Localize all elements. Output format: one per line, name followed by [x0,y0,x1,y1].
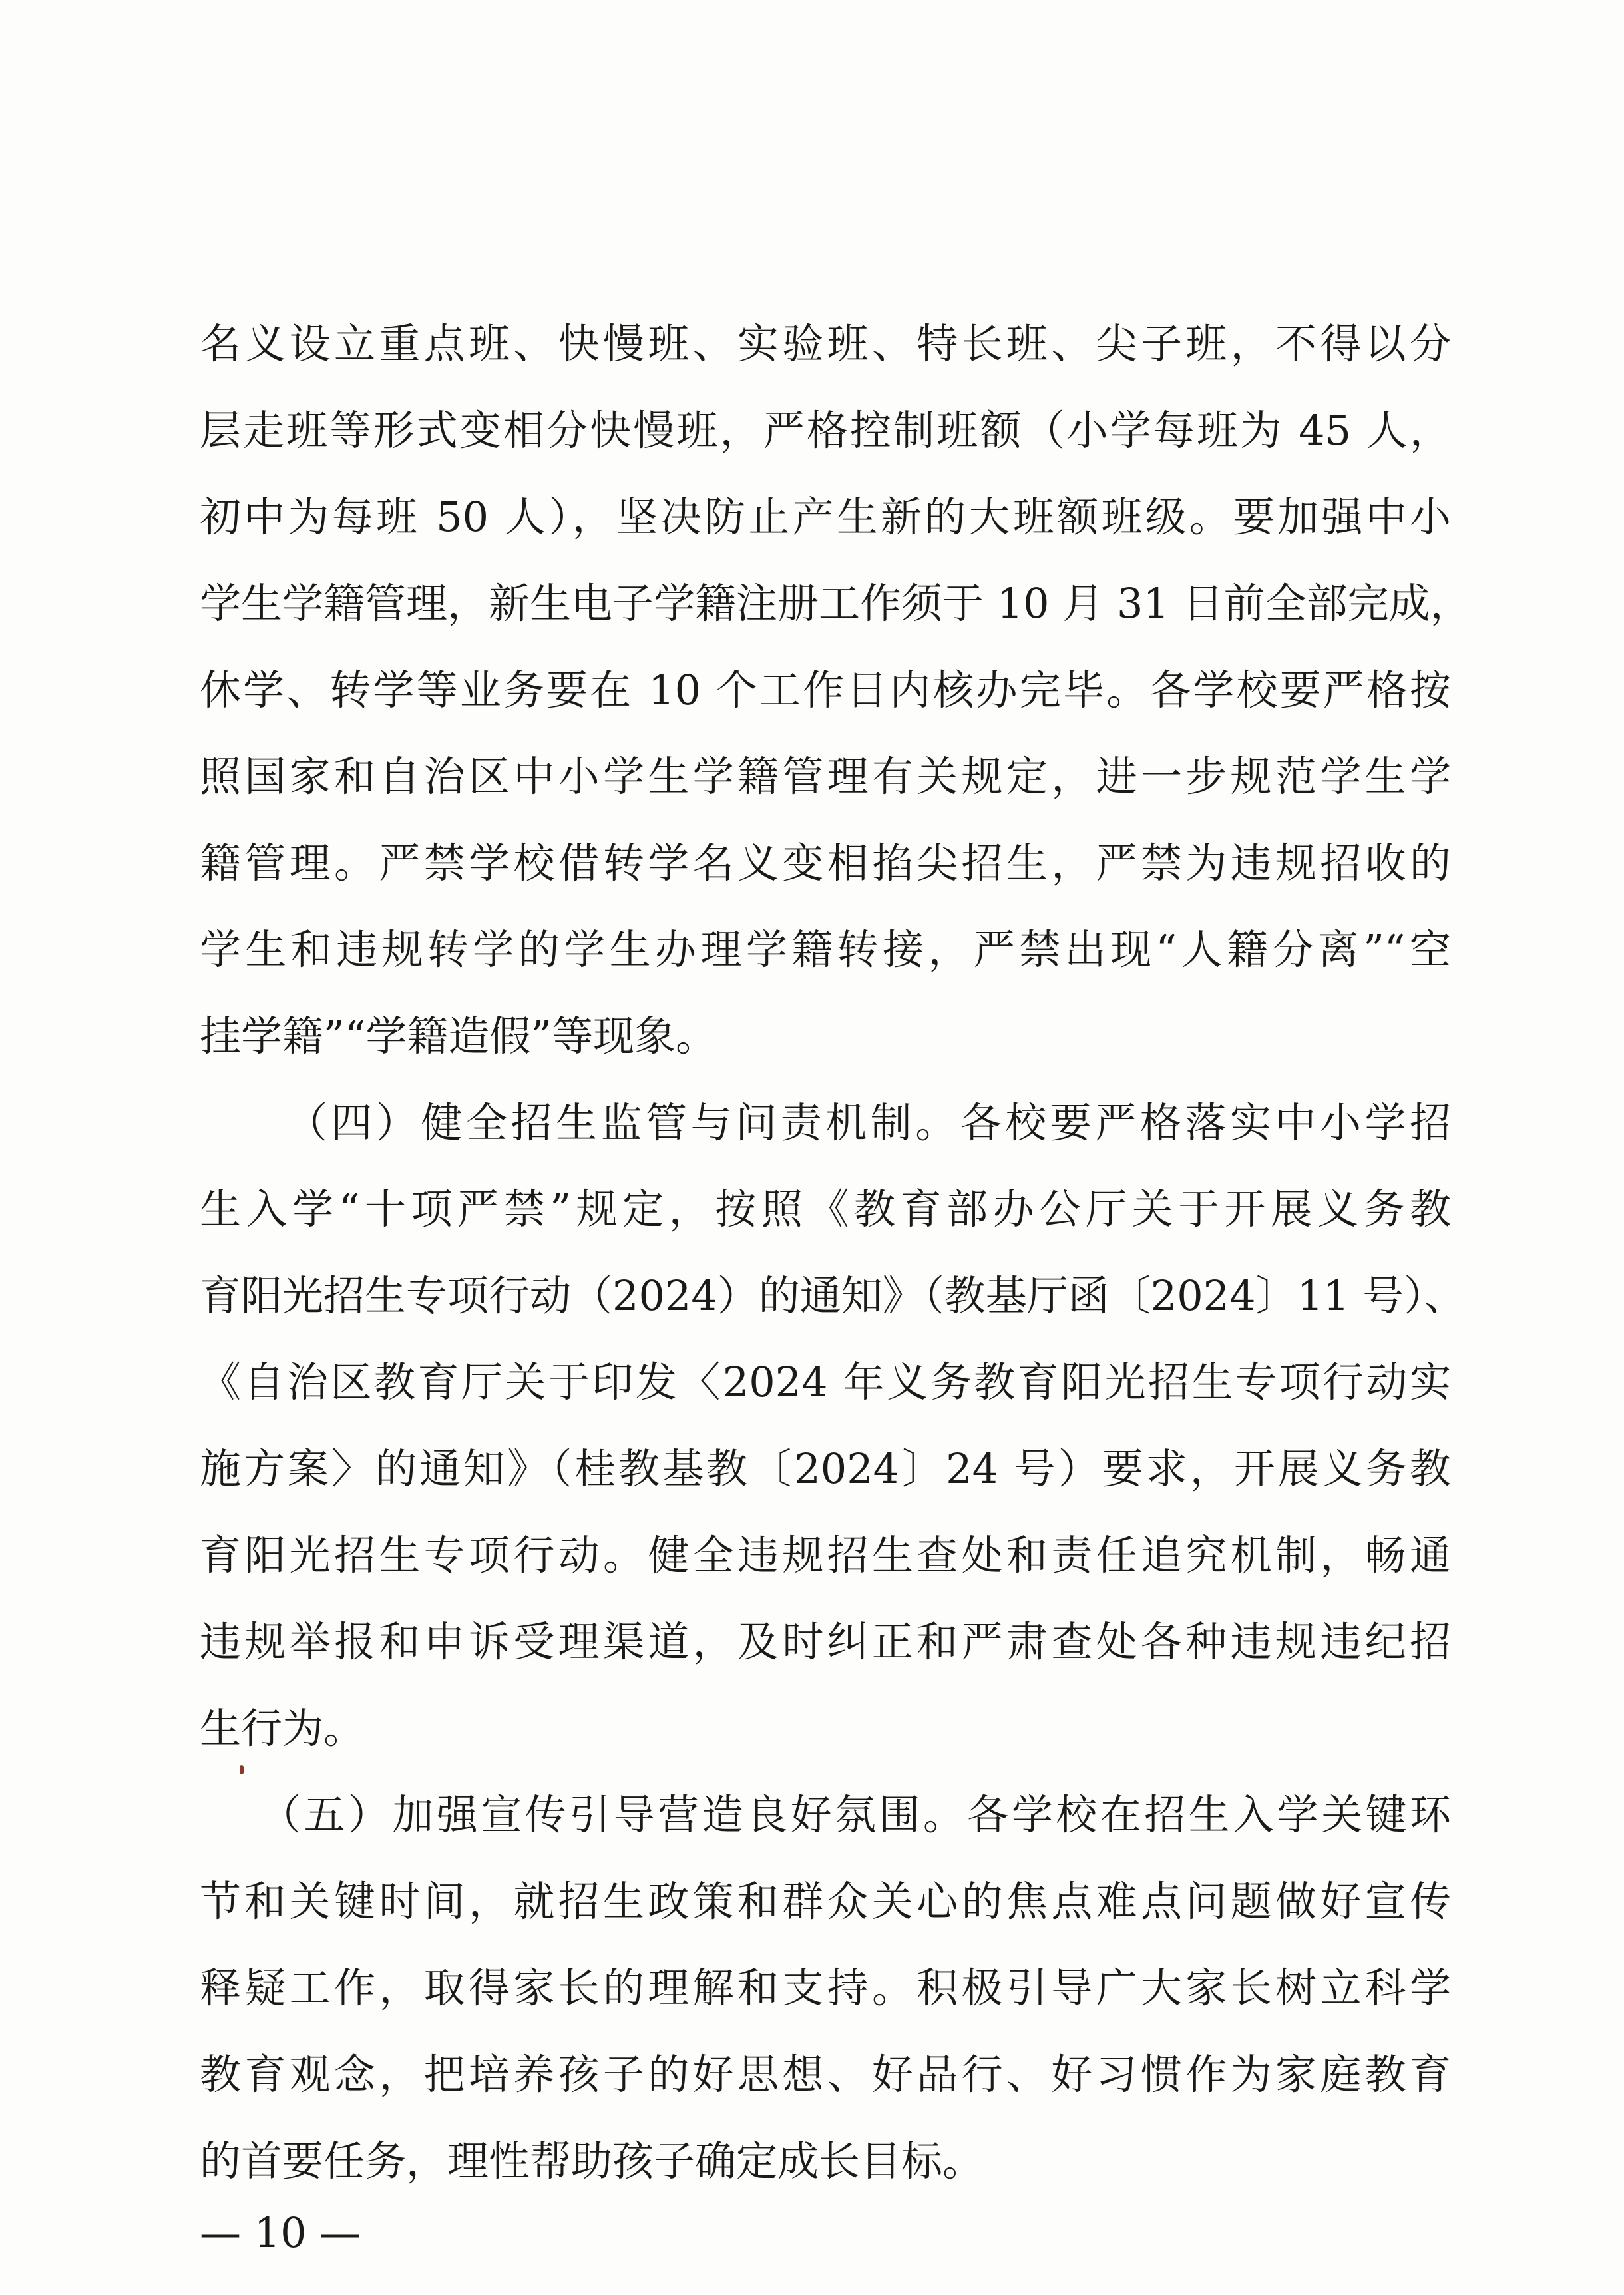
body-text-line: 施方案〉的通知》（桂教基教〔2024〕24 号）要求，开展义务教 [200,1444,1451,1493]
body-text-line: 籍管理。严禁学校借转学名义变相掐尖招生，严禁为违规招收的 [200,839,1451,887]
body-text-line: 学生和违规转学的学生办理学籍转接，严禁出现“人籍分离”“空 [200,925,1451,974]
body-text-line: 育阳光招生专项行动。健全违规招生查处和责任追究机制，畅通 [200,1531,1451,1579]
body-text-line: 照国家和自治区中小学生学籍管理有关规定，进一步规范学生学 [200,752,1451,801]
body-text-line: 学生学籍管理，新生电子学籍注册工作须于 10 月 31 日前全部完成， [200,579,1472,628]
body-text-line: 生行为。 [200,1704,365,1753]
body-text-line: 育阳光招生专项行动（2024）的通知》（教基厅函〔2024〕11 号）、 [200,1271,1466,1320]
body-text-line: 《自治区教育厅关于印发〈2024 年义务教育阳光招生专项行动实 [200,1358,1451,1406]
body-text-line: 释疑工作，取得家长的理解和支持。积极引导广大家长树立科学 [200,1964,1451,2012]
section-heading-line: （四）健全招生监管与问责机制。各校要严格落实中小学招 [286,1098,1451,1147]
scan-mark [240,1765,244,1774]
body-text-line: 生入学“十项严禁”规定，按照《教育部办公厅关于开展义务教 [200,1185,1451,1233]
body-text-line: 名义设立重点班、快慢班、实验班、特长班、尖子班，不得以分 [200,319,1451,368]
body-text-line: 层走班等形式变相分快慢班，严格控制班额（小学每班为 45 人， [200,406,1451,455]
page-number: — 10 — [200,2208,361,2257]
body-text-line: 的首要任务，理性帮助孩子确定成长目标。 [200,2137,984,2185]
body-text-line: 节和关键时间，就招生政策和群众关心的焦点难点问题做好宣传 [200,1877,1451,1926]
body-text-line: 休学、转学等业务要在 10 个工作日内核办完毕。各学校要严格按 [200,666,1451,714]
body-text-line: 初中为每班 50 人），坚决防止产生新的大班额班级。要加强中小 [200,493,1451,541]
body-text-line: 违规举报和申诉受理渠道，及时纠正和严肃查处各种违规违纪招 [200,1617,1451,1666]
body-text-line: 教育观念，把培养孩子的好思想、好品行、好习惯作为家庭教育 [200,2050,1451,2099]
section-heading-line: （五）加强宣传引导营造良好氛围。各学校在招生入学关键环 [260,1790,1451,1839]
body-text-line: 挂学籍”“学籍造假”等现象。 [200,1012,717,1060]
